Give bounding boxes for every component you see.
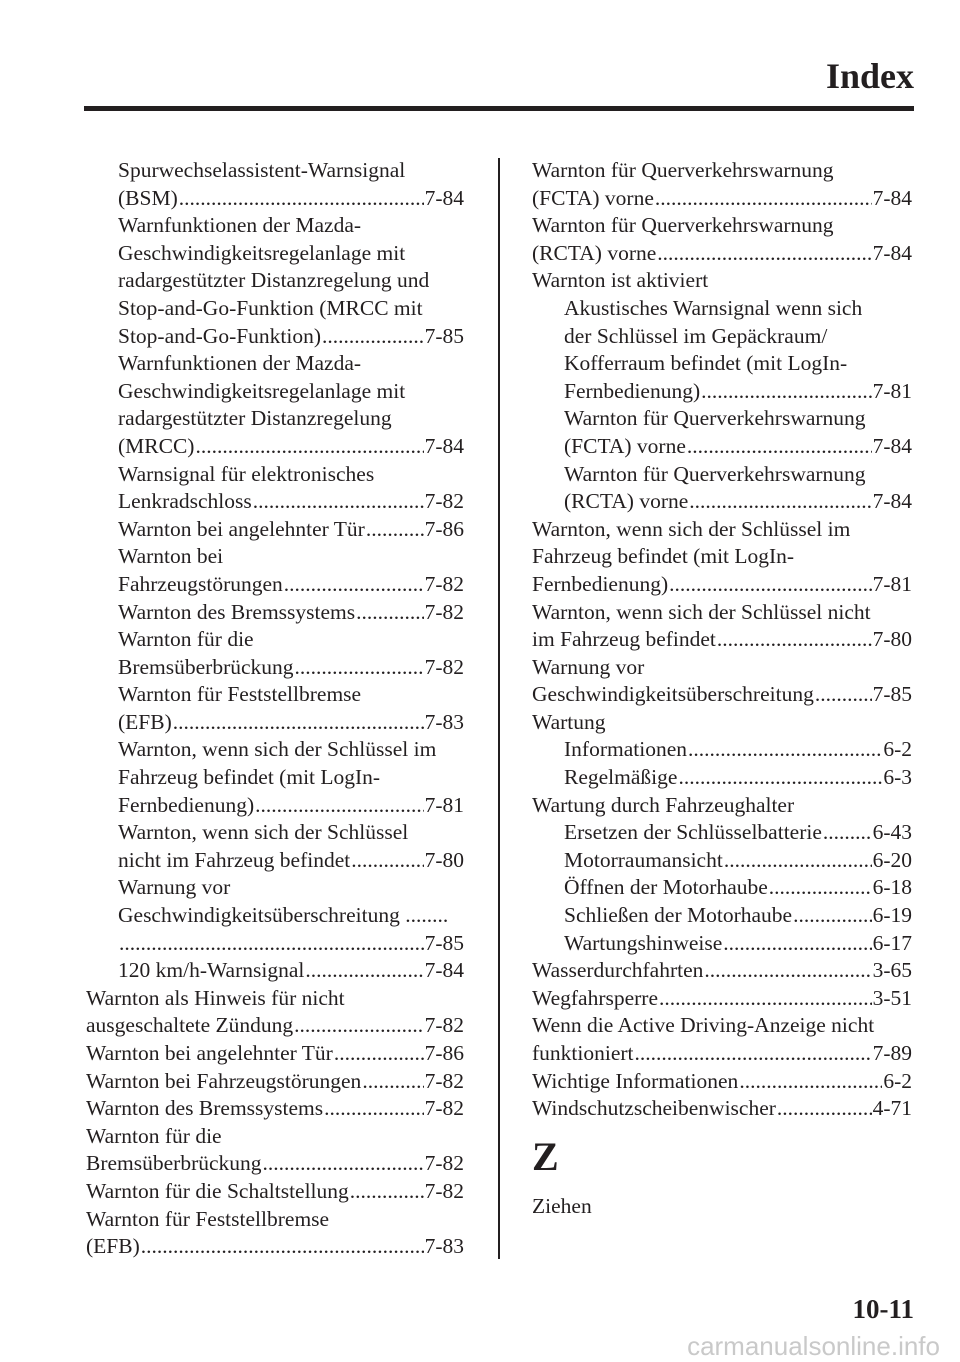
dot-leader [635,1040,872,1068]
index-entry [532,957,912,985]
index-entry-text: Warnton bei angelehnter Tür [86,1041,333,1065]
dot-leader [687,433,872,461]
index-entry-text: Warnton, wenn sich der Schlüssel [118,820,409,845]
dot-leader [305,957,423,985]
index-entry-text: Ziehen [532,1193,592,1218]
index-entry-page: 6-3 [883,765,912,790]
index-entry-text: Warnton für die [86,1123,222,1148]
index-entry-text: Warnton, wenn sich der Schlüssel im [532,516,851,541]
index-entry-text: Warnsignal für elektronisches [118,461,375,486]
dot-leader [334,1040,424,1068]
index-entry-text: Wasserdurchfahrten [532,958,704,983]
index-entry-page: 7-84 [872,489,912,514]
index-entry-page: 7-84 [424,958,464,983]
dot-leader [324,1095,423,1123]
index-entry-text: Fahrzeug befindet (mit LogIn- [118,765,381,790]
index-entry-text: Fernbedienung) [564,378,701,403]
index-entry-text: Warnton als Hinweis für nicht [86,985,345,1010]
index-entry-text: Fernbedienung) [118,792,255,817]
index-entry-page: 7-85 [424,323,464,348]
index-entry-page: 7-85 [872,682,912,707]
index-entry-page: 7-82 [424,1151,464,1176]
index-entry [86,930,464,958]
dot-leader [356,599,423,627]
index-entry-text: (FCTA) vorne [564,433,686,458]
index-entry-text: Windschutzscheibenwischer [532,1096,776,1121]
index-entry-text: radargestützter Distanzregelung [118,406,392,431]
dot-leader [688,736,882,764]
index-entry-text: Geschwindigkeitsüberschreitung [532,682,814,707]
index-entry [86,599,464,627]
index-entry-text: Wenn die Active Driving-Anzeige nicht [532,1013,875,1038]
index-entry-text: Warnton für Feststellbremse [86,1206,330,1231]
index-entry-text: Warnton für Feststellbremse [118,682,362,707]
index-entry [532,378,912,406]
index-entry-text: Warnton ist aktiviert [532,268,709,293]
index-entry-text: 120 km/h-Warnsignal [118,958,305,983]
index-entry-page: 6-17 [872,930,912,955]
index-entry [532,1095,912,1123]
index-entry [86,709,464,737]
index-entry-text: Warnton bei angelehnter Tür [118,516,365,541]
index-entry-page: 7-82 [424,489,464,514]
dot-leader [678,764,882,792]
page-title: Index [825,56,914,96]
index-column-right [532,157,912,1220]
index-entry-page: 7-83 [424,1234,464,1259]
index-entry [532,764,912,792]
index-entry-text: ausgeschaltete Zündung [86,1013,294,1038]
index-entry [532,626,912,654]
index-entry-page: 6-19 [872,903,912,928]
dot-leader [724,847,872,875]
index-entry-page: 6-18 [872,875,912,900]
index-entry [86,433,464,461]
dot-leader [350,1178,424,1206]
index-entry-text: Stop-and-Go-Funktion) [118,323,322,348]
dot-leader [689,488,871,516]
index-entry-page: 6-43 [872,820,912,845]
dot-leader [701,378,871,406]
index-entry-text: nicht im Fahrzeug befindet [118,847,351,872]
index-entry-text: im Fahrzeug befindet [532,627,716,652]
index-entry [86,654,464,682]
dot-leader [739,1068,882,1096]
index-entry-text: Wegfahrsperre [532,985,658,1010]
index-entry [86,1233,464,1261]
index-entry-page: 4-71 [872,1096,912,1121]
index-entry-page: 6-2 [883,737,912,762]
index-entry-text: Spurwechselassistent-Warnsignal [118,158,406,182]
watermark: carmanualsonline.info [687,1331,940,1361]
index-entry-text: Warnton für die [118,627,254,652]
index-entry [86,185,464,213]
dot-leader [659,985,872,1013]
index-entry [532,930,912,958]
column-divider [498,158,500,1259]
index-entry-page: 7-83 [424,709,464,734]
index-entry-page: 7-86 [424,516,464,541]
dot-leader [815,681,872,709]
index-entry-text: (FCTA) vorne [532,185,654,210]
index-entry [86,957,464,985]
index-entry-text: Warnton für Querverkehrswarnung [532,213,834,238]
index-entry-page: 7-81 [872,378,912,403]
index-entry-text: Warnton für Querverkehrswarnung [564,406,866,431]
index-entry-page: 7-80 [424,847,464,872]
index-entry [86,516,464,544]
index-entry [86,1012,464,1040]
index-entry-text: Warnfunktionen der Mazda- [118,351,362,376]
index-entry-text: Öffnen der Motorhaube [564,875,768,900]
index-entry [532,1040,912,1068]
index-entry-text: Motorraumansicht [564,847,723,872]
index-entry-text: Regelmäßige [564,765,678,790]
index-entry-page: 7-82 [424,1013,464,1038]
index-entry-page: 7-84 [424,433,464,458]
index-entry [532,736,912,764]
index-entry [86,1068,464,1096]
index-entry [86,792,464,820]
page-number: 10-11 [852,1294,914,1324]
index-entry-text: (RCTA) vorne [564,489,689,514]
index-entry-text: Kofferraum befindet (mit LogIn- [564,351,848,376]
index-entry-page: 7-82 [424,1096,464,1121]
index-entry-text: (EFB) [86,1234,140,1259]
index-entry-text: Geschwindigkeitsregelanlage mit [118,378,406,403]
index-entry-text: Warnton, wenn sich der Schlüssel im [118,737,437,762]
index-entry [532,985,912,1013]
index-entry-text: Warnung vor [532,654,645,679]
index-entry-page: 7-86 [424,1041,464,1065]
index-entry-text: Informationen [564,737,687,762]
section-letter: Z [532,1133,559,1179]
index-entry-page: 7-84 [872,185,912,210]
index-entry-page: 7-89 [872,1041,912,1065]
index-entry-text: Warnton, wenn sich der Schlüssel nicht [532,599,871,624]
index-entry [86,1150,464,1178]
index-entry-text: Warnton bei [118,544,224,569]
dot-leader [657,240,871,268]
index-entry-text: Wichtige Informationen [532,1068,739,1093]
index-entry-text: Geschwindigkeitsüberschreitung ........ [118,903,449,928]
index-entries-w [532,157,912,1123]
dot-leader [179,185,424,213]
index-entry-text: Geschwindigkeitsregelanlage mit [118,240,406,265]
index-entry-text: Warnton für Querverkehrswarnung [532,158,834,182]
index-entry-page: 7-81 [872,571,912,596]
dot-leader [284,571,424,599]
index-entry-page: 7-82 [424,654,464,679]
index-entry-text: Warnton bei Fahrzeugstörungen [86,1068,362,1093]
index-entry-text: Schließen der Motorhaube [564,903,793,928]
index-entry [86,323,464,351]
dot-leader [295,654,424,682]
index-entry-text: Warnton des Bremssystems [86,1096,324,1121]
index-entry-text: (RCTA) vorne [532,240,657,265]
index-entry-text: Warnfunktionen der Mazda- [118,213,362,238]
index-entry-text: (MRCC) [118,433,195,458]
index-entry-page: 7-80 [872,627,912,652]
dot-leader [255,792,423,820]
index-entry [86,488,464,516]
index-entry [532,433,912,461]
index-entry [532,240,912,268]
index-entry-text: Warnton für Querverkehrswarnung [564,461,866,486]
index-entry-page: 7-82 [424,599,464,624]
index-entry [532,185,912,213]
index-entry-page: 6-20 [872,847,912,872]
index-entry [532,488,912,516]
index-entry [532,571,912,599]
index-entry [532,902,912,930]
index-entry-text: Fahrzeug befindet (mit LogIn- [532,544,795,569]
index-entry-page: 7-84 [872,240,912,265]
index-entry-page: 7-81 [424,792,464,817]
index-entries-z [532,1193,912,1221]
index-entry-text: Wartung durch Fahrzeughalter [532,792,795,817]
index-entry-text: Warnton für die Schaltstellung [86,1178,349,1203]
dot-leader [793,902,872,930]
index-entry-text: (BSM) [118,185,178,210]
index-entry-text: Stop-and-Go-Funktion (MRCC mit [118,295,423,320]
dot-leader [704,957,871,985]
index-entry-page: 3-51 [872,985,912,1010]
index-entry-text: Bremsüberbrückung [86,1151,262,1176]
dot-leader [195,433,423,461]
index-entry [86,1095,464,1123]
index-entry-text: Ersetzen der Schlüsselbatterie [564,820,822,845]
dot-leader [141,1233,424,1261]
dot-leader [173,709,424,737]
index-entry-text: Lenkradschloss [118,489,252,514]
index-entry-text: Warnton des Bremssystems [118,599,356,624]
index-entry [86,1178,464,1206]
dot-leader [777,1095,872,1123]
index-entry-text: radargestützter Distanzregelung und [118,268,430,293]
index-entry [86,847,464,875]
index-entry-text: Wartungshinweise [564,930,723,955]
dot-leader [823,819,872,847]
index-entry [86,1040,464,1068]
index-entry-page: 7-82 [424,1068,464,1093]
dot-leader [294,1012,423,1040]
index-entry-text: Akustisches Warnsignal wenn sich [564,295,863,320]
index-entry-text: Fernbedienung) [532,571,669,596]
index-entry-page: 3-65 [872,958,912,983]
dot-leader [769,874,872,902]
index-entry-page: 7-85 [424,930,464,955]
index-entry-page: 7-84 [424,185,464,210]
index-entry-page: 7-84 [872,433,912,458]
index-column-left [86,157,464,1261]
index-entry-text: Bremsüberbrückung [118,654,294,679]
dot-leader [362,1068,423,1096]
index-entry-text: (EFB) [118,709,172,734]
dot-leader [723,930,871,958]
dot-leader [263,1150,424,1178]
index-entry-text: der Schlüssel im Gepäckraum/ [564,323,828,348]
index-entry [532,681,912,709]
dot-leader [253,488,424,516]
index-entry-page: 7-82 [424,571,464,596]
dot-leader [655,185,872,213]
dot-leader [322,323,424,351]
index-entry-text: funktioniert [532,1041,634,1065]
index-entry [532,847,912,875]
index-entry [86,571,464,599]
index-entry [532,819,912,847]
index-entry [532,1068,912,1096]
dot-leader [366,516,424,544]
index-entry-text: Warnung vor [118,875,231,900]
index-entry [532,874,912,902]
index-entry-page: 6-2 [883,1068,912,1093]
header-rule [84,106,914,111]
index-entry-text: Wartung [532,709,606,734]
dot-leader [717,626,872,654]
index-entry-text: Fahrzeugstörungen [118,571,283,596]
dot-leader [669,571,871,599]
dot-leader [119,930,424,958]
index-entry-page: 7-82 [424,1178,464,1203]
dot-leader [351,847,423,875]
